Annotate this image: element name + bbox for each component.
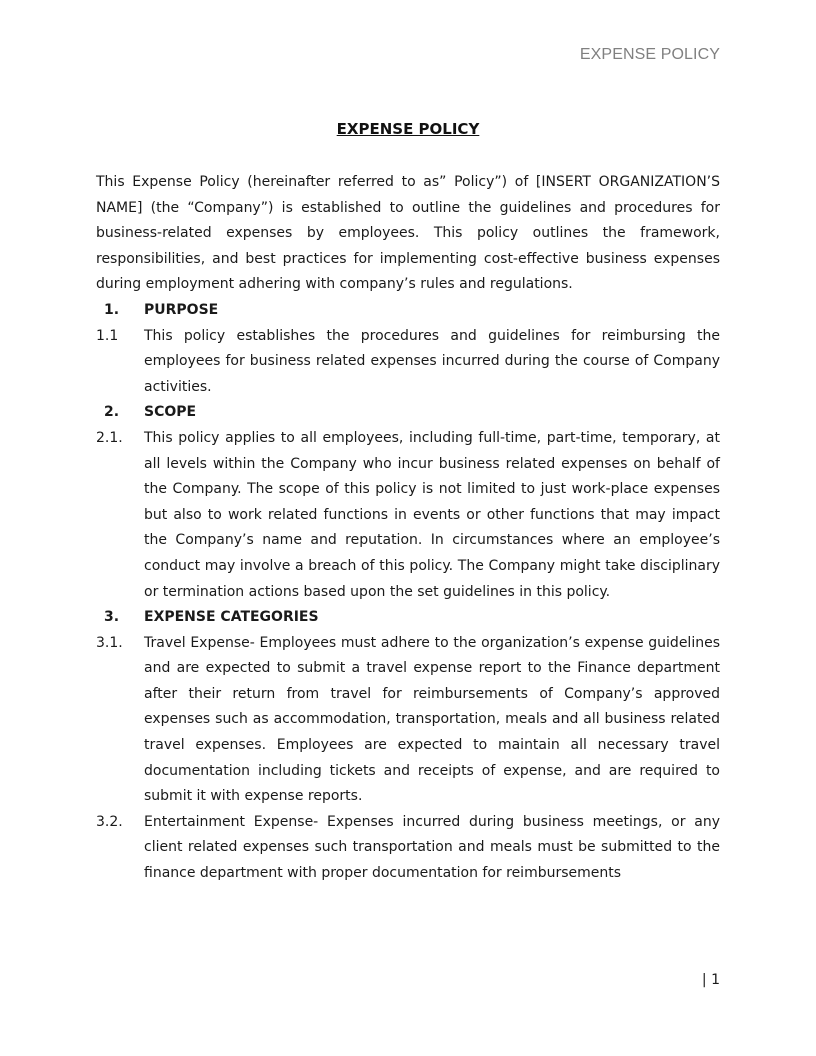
- section-title: PURPOSE: [144, 301, 219, 318]
- section-number: 2.: [104, 404, 120, 421]
- clause-text: This policy establishes the procedures and guidelines for reimbursing the employees for business related expenses incurred during the course of Company activities.: [144, 327, 720, 395]
- clause-3-1: [96, 631, 720, 810]
- section-heading-purpose: [96, 298, 720, 324]
- clause-2-1: [96, 426, 720, 605]
- section-number: 1.: [104, 301, 120, 318]
- section-title: EXPENSE CATEGORIES: [144, 609, 319, 626]
- section-heading-scope: [96, 400, 720, 426]
- running-header: EXPENSE POLICY: [579, 46, 720, 63]
- intro-paragraph: This Expense Policy (hereinafter referred to as” Policy”) of [INSERT ORGANIZATION’S NAME] (the “Company”) is established to outline the guidelines and procedures for business-related expenses by employees. This policy outlines the framework, responsibilities, and best practices for implementing cost-effective business expenses during employment adhering with company’s rules and regulations.: [96, 174, 720, 293]
- section-title: SCOPE: [144, 404, 197, 421]
- clause-number: 3.1.: [96, 634, 123, 651]
- section-heading-expense-categories: [96, 605, 720, 631]
- clause-1-1: [96, 324, 720, 401]
- clause-text: This policy applies to all employees, including full-time, part-time, temporary, at all levels within the Company who incur business related expenses on behalf of the Company. The scope of this policy is not limited to just work-place expenses but also to work related functions in events or other functions that may impact the Company’s name and reputation. In circumstances where an employee’s conduct may involve a breach of this policy. The Company might take disciplinary or termination actions based upon the set guidelines in this policy.: [144, 429, 720, 600]
- clause-number: 3.2.: [96, 813, 123, 830]
- document-body: [96, 170, 720, 887]
- page-number: | 1: [701, 972, 720, 988]
- section-number: 3.: [104, 609, 120, 626]
- clause-3-2: [96, 810, 720, 887]
- clause-text: Travel Expense- Employees must adhere to the organization’s expense guidelines and are expected to submit a travel expense report to the Finance department after their return from travel for reimbursements of Company’s approved expenses such as accommodation, transportation, meals and all business related travel expenses. Employees are expected to maintain all necessary travel documentation including tickets and receipts of expense, and are required to submit it with expense reports.: [144, 634, 720, 805]
- clause-text: Entertainment Expense- Expenses incurred during business meetings, or any client related expenses such transportation and meals must be submitted to the finance department with proper documentation for reimbursements: [144, 813, 720, 882]
- document-title: EXPENSE POLICY: [336, 120, 480, 138]
- clause-number: 1.1: [96, 327, 119, 344]
- clause-number: 2.1.: [96, 429, 123, 446]
